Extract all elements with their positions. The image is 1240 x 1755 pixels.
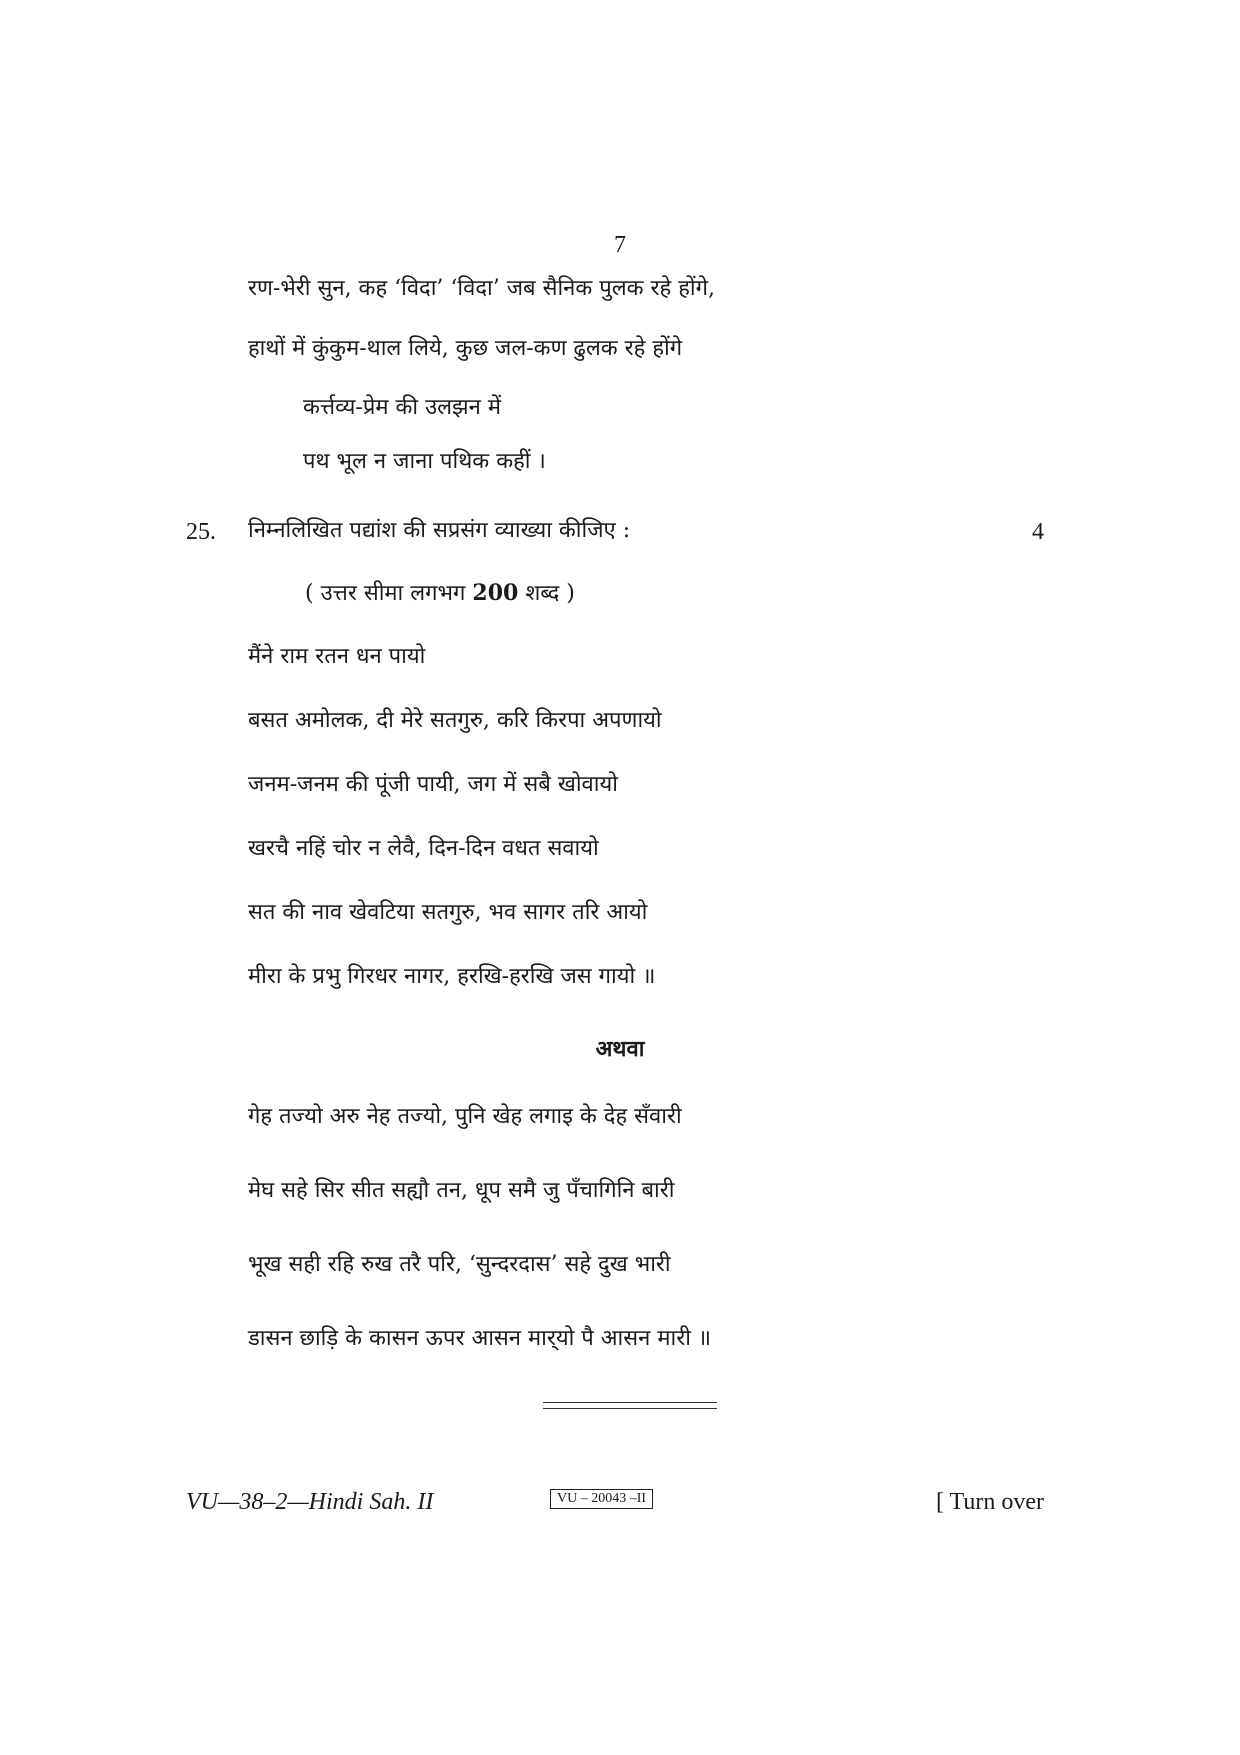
or-label: अथवा (595, 1036, 645, 1062)
booklet-code-box: VU – 20043 –II (550, 1489, 653, 1509)
poem-a-line: बसत अमोलक, दी मेरे सतगुरु, करि किरपा अपणायो (248, 708, 662, 733)
end-divider (543, 1402, 717, 1409)
verse-line: कर्त्तव्य-प्रेम की उलझन में (303, 395, 502, 420)
question-number: 25. (186, 519, 216, 545)
poem-a-line: मीरा के प्रभु गिरधर नागर, हरखि-हरखि जस गायो ॥ (248, 964, 656, 989)
page-number: 7 (614, 232, 626, 258)
poem-a-line: जनम-जनम की पूंजी पायी, जग में सबै खोवायो (248, 772, 618, 797)
turn-over: [ Turn over (935, 1489, 1044, 1515)
answer-limit-suffix: शब्द ) (518, 581, 575, 606)
poem-b-line: मेघ सहे सिर सीत सह्यौ तन, धूप समै जु पँचागिनि बारी (248, 1178, 675, 1203)
verse-line: रण-भेरी सुन, कह ‘विदा’ ‘विदा’ जब सैनिक पुलक रहे होंगे, (248, 276, 715, 301)
poem-a-line: मैंने राम रतन धन पायो (248, 644, 426, 669)
question-text: निम्नलिखित पद्यांश की सप्रसंग व्याख्या कीजिए : (248, 518, 631, 543)
poem-b-line: भूख सही रहि रुख तरै परि, ‘सुन्दरदास’ सहे दुख भारी (248, 1252, 671, 1277)
paper-code: VU—38–2—Hindi Sah. II (186, 1489, 434, 1515)
poem-a-line: खरचै नहिं चोर न लेवै, दिन-दिन वधत सवायो (248, 836, 599, 861)
answer-limit-number: 200 (472, 580, 519, 606)
poem-b-line: गेह तज्यो अरु नेह तज्यो, पुनि खेह लगाइ के देह सँवारी (248, 1104, 682, 1129)
answer-limit (305, 578, 575, 609)
question-marks: 4 (1032, 519, 1044, 545)
answer-limit-prefix: ( उत्तर सीमा लगभग (305, 581, 473, 606)
verse-line: हाथों में कुंकुम-थाल लिये, कुछ जल-कण ढुलक रहे होंगे (248, 336, 683, 361)
verse-line: पथ भूल न जाना पथिक कहीं । (303, 449, 546, 474)
poem-b-line: डासन छाड़ि के कासन ऊपर आसन मार्‌यो पै आसन मारी ॥ (248, 1326, 712, 1351)
poem-a-line: सत की नाव खेवटिया सतगुरु, भव सागर तरि आयो (248, 900, 648, 925)
